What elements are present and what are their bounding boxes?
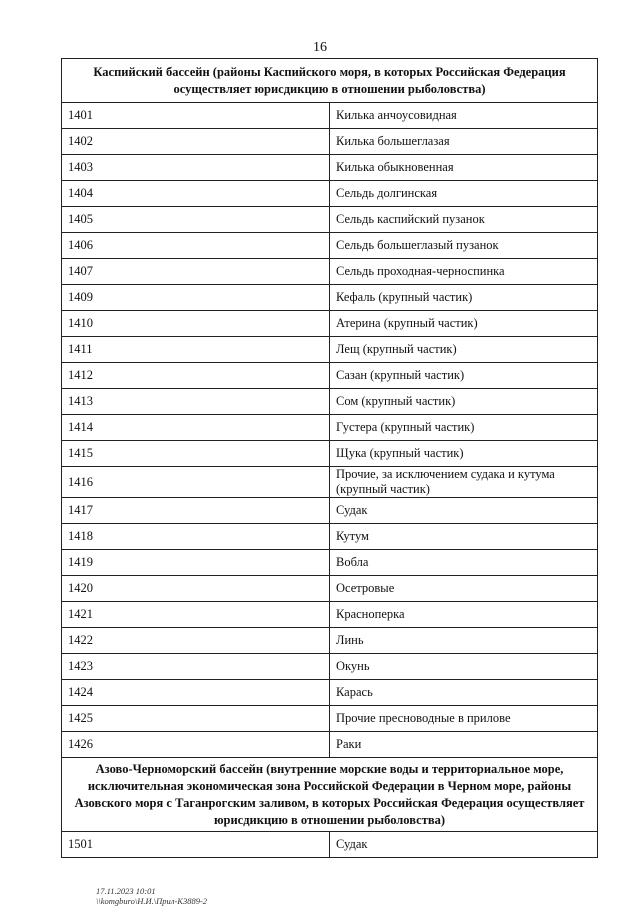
species-code: 1401: [62, 103, 330, 129]
species-code: 1411: [62, 337, 330, 363]
species-name: Густера (крупный частик): [330, 415, 598, 441]
species-name: Прочие, за исключением судака и кутума (крупный частик): [330, 467, 598, 498]
table-row: [62, 337, 598, 363]
page-number: 16: [313, 40, 327, 55]
section-header-row: [62, 758, 598, 832]
species-name: Сельдь долгинская: [330, 181, 598, 207]
species-code: 1501: [62, 832, 330, 858]
table-row: [62, 628, 598, 654]
species-name: Раки: [330, 732, 598, 758]
species-code: 1417: [62, 498, 330, 524]
species-code: 1415: [62, 441, 330, 467]
species-name: Килька обыкновенная: [330, 155, 598, 181]
species-name: Вобла: [330, 550, 598, 576]
table-row: [62, 498, 598, 524]
table-row: [62, 415, 598, 441]
table-row: [62, 602, 598, 628]
species-code: 1405: [62, 207, 330, 233]
species-code: 1406: [62, 233, 330, 259]
species-code: 1426: [62, 732, 330, 758]
table-row: [62, 441, 598, 467]
species-code: 1420: [62, 576, 330, 602]
table-row: [62, 467, 598, 498]
species-code: 1409: [62, 285, 330, 311]
species-name: Щука (крупный частик): [330, 441, 598, 467]
table-row: [62, 680, 598, 706]
species-name: Сазан (крупный частик): [330, 363, 598, 389]
species-code: 1410: [62, 311, 330, 337]
species-name: Красноперка: [330, 602, 598, 628]
table-row: [62, 524, 598, 550]
table-row: [62, 181, 598, 207]
species-code: 1421: [62, 602, 330, 628]
species-name: Судак: [330, 498, 598, 524]
species-code: 1414: [62, 415, 330, 441]
species-name: Кутум: [330, 524, 598, 550]
species-name: Линь: [330, 628, 598, 654]
species-code: 1412: [62, 363, 330, 389]
species-name: Окунь: [330, 654, 598, 680]
section-title: Азово-Черноморский бассейн (внутренние морские воды и территориальное море, исключительная экономическая зона Российской Федерации в Черном море, районы Азовского моря с Таганрогским заливом, в которых Российская Федерация осуществляет юрисдикцию в отношении рыболовства): [62, 758, 598, 832]
table-row: [62, 259, 598, 285]
table-row: [62, 550, 598, 576]
fish-species-table: [61, 58, 598, 858]
species-name: Килька анчоусовидная: [330, 103, 598, 129]
species-name: Судак: [330, 832, 598, 858]
table-row: [62, 155, 598, 181]
species-code: 1402: [62, 129, 330, 155]
species-name: Кефаль (крупный частик): [330, 285, 598, 311]
footer-file-path: \\komgburo\Н.И.\Прил-К3889-2: [96, 896, 208, 906]
table-row: [62, 285, 598, 311]
document-footer: [96, 886, 207, 906]
table-row: [62, 576, 598, 602]
species-code: 1423: [62, 654, 330, 680]
species-name: Сом (крупный частик): [330, 389, 598, 415]
species-name: Килька большеглазая: [330, 129, 598, 155]
species-name: Карась: [330, 680, 598, 706]
table-row: [62, 311, 598, 337]
table-row: [62, 363, 598, 389]
species-code: 1425: [62, 706, 330, 732]
species-name: Атерина (крупный частик): [330, 311, 598, 337]
species-name: Сельдь проходная-черноспинка: [330, 259, 598, 285]
table-row: [62, 233, 598, 259]
species-name: Сельдь большеглазый пузанок: [330, 233, 598, 259]
species-code: 1403: [62, 155, 330, 181]
species-code: 1422: [62, 628, 330, 654]
table-row: [62, 706, 598, 732]
species-name: Прочие пресноводные в прилове: [330, 706, 598, 732]
species-code: 1418: [62, 524, 330, 550]
table-row: [62, 129, 598, 155]
table-row: [62, 207, 598, 233]
species-code: 1413: [62, 389, 330, 415]
species-code: 1404: [62, 181, 330, 207]
species-code: 1407: [62, 259, 330, 285]
species-code: 1424: [62, 680, 330, 706]
species-code: 1419: [62, 550, 330, 576]
section-title: Каспийский бассейн (районы Каспийского моря, в которых Российская Федерация осуществляет юрисдикцию в отношении рыболовства): [62, 59, 598, 103]
section-header-row: [62, 59, 598, 103]
table-row: [62, 832, 598, 858]
species-name: Сельдь каспийский пузанок: [330, 207, 598, 233]
table-row: [62, 103, 598, 129]
footer-timestamp: 17.11.2023 10:01: [96, 886, 156, 896]
species-code: 1416: [62, 467, 330, 498]
table-row: [62, 389, 598, 415]
species-name: Лещ (крупный частик): [330, 337, 598, 363]
table-row: [62, 732, 598, 758]
species-name: Осетровые: [330, 576, 598, 602]
table-row: [62, 654, 598, 680]
